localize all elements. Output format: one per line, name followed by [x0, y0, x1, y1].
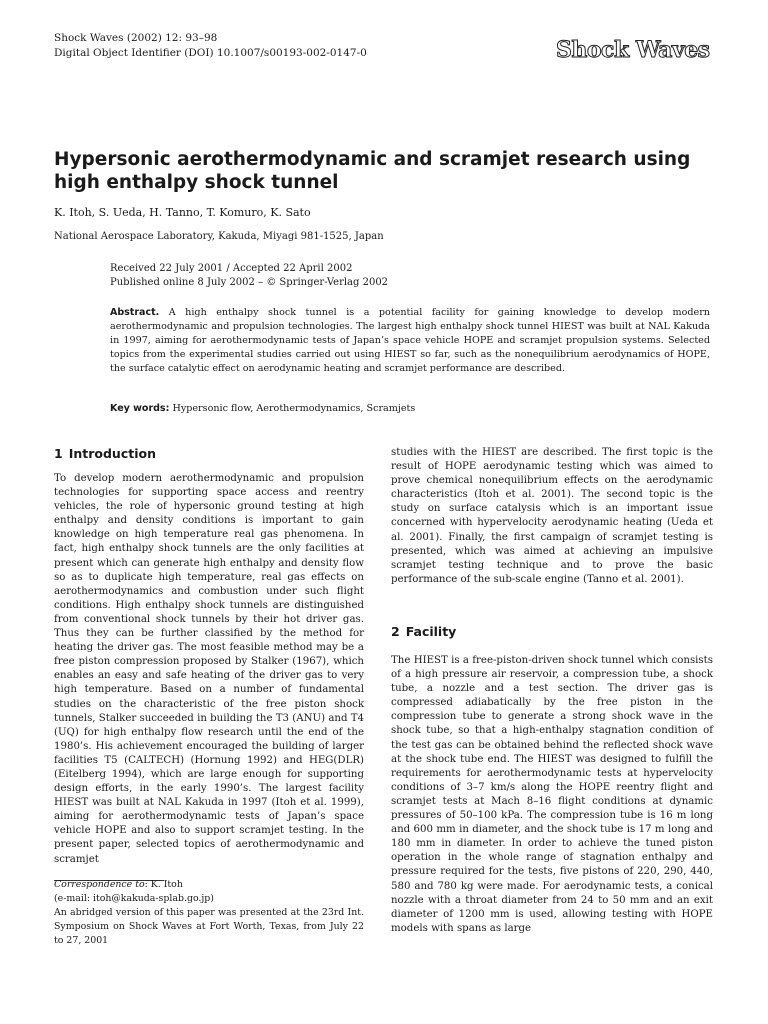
correspondence-label: Correspondence to [54, 879, 145, 890]
authors: K. Itoh, S. Ueda, H. Tanno, T. Komuro, K. Sato [54, 206, 311, 219]
dates [110, 262, 388, 290]
facility-text: The HIEST is a free-piston-driven shock tunnel which consists of a high pressure air reservoir, a compression tube, a shock tube, a nozzle and a test section. The driver gas is compressed adiabatically by the free piston in the compression tube to generate a strong shock wave in the shock tube, so that a high-enthalpy stagnation condition of the test gas can be obtained behind the reflected shock wave at the shock tube end. The HIEST was designed to fulfill the requirements for aerothermodynamic tests at hypervelocity conditions of 3–7 km/s along the HOPE reentry flight and scramjet tests at Mach 8–16 flight conditions at dynamic pressures of 50–100 kPa. The compression tube is 16 m long and 600 mm in diameter, and the shock tube is 17 m long and 180 mm in diameter. In order to achieve the tuned piston operation in the whole range of stagnation enthalpy and pressure required for the tests, five pistons of 220, 290, 440, 580 and 780 kg were made. For aerodynamic tests, a conical nozzle with a throat diameter from 24 to 50 mm and an exit diameter of 1200 mm is used, allowing testing with HOPE models with spans as large [391, 655, 713, 934]
paper-title: Hypersonic aerothermodynamic and scramjet research using high enthalpy shock tunnel [54, 149, 691, 193]
section-number: 2 [391, 624, 400, 639]
keywords-text: Hypersonic flow, Aerothermodynamics, Scramjets [172, 403, 416, 414]
section-title: Introduction [68, 446, 156, 461]
intro-text-right: studies with the HIEST are described. The first topic is the result of HOPE aerodynamic testing which was aimed to prove chemical nonequilibrium effects on the aerodynamic characteristics (Itoh et al. 2001). The second topic is the study on surface catalysis which is an important issue concerned with hypervelocity aerodynamic heating (Ueda et al. 2001). Finally, the first campaign of scramjet testing is presented, which was aimed at achieving an impulsive scramjet testing technique and to prove the basic performance of the sub-scale engine (Tanno et al. 2001). [391, 447, 713, 585]
received-date: Received 22 July 2001 / Accepted 22 April 2002 [110, 263, 353, 274]
section-heading-facility [391, 624, 456, 639]
section-number: 1 [54, 446, 63, 461]
presentation-note: An abridged version of this paper was presented at the 23rd Int. Symposium on Shock Waves at Fort Worth, Texas, from July 22 to 27, 2001 [54, 907, 364, 946]
journal-header [54, 31, 367, 61]
correspondence-line [54, 878, 364, 892]
affiliation: National Aerospace Laboratory, Kakuda, Miyagi 981-1525, Japan [54, 231, 384, 242]
published-date: Published online 8 July 2002 – © Springer-Verlag 2002 [110, 277, 389, 288]
abstract [110, 306, 710, 376]
keywords-label: Key words: [110, 403, 170, 414]
footnote [54, 878, 364, 948]
section-title: Facility [405, 624, 457, 639]
intro-text-left: To develop modern aerothermodynamic and propulsion technologies for supporting space access and reentry vehicles, the role of hypersonic ground testing at high enthalpy and density conditions is important to gain knowledge on high temperature real gas phenomena. In fact, high enthalpy shock tunnels are the only facilities at present which can generate high enthalpy and density flow so as to duplicate high temperature, real gas effects on aerothermodynamics and combustion under such flight conditions. High enthalpy shock tunnels are distinguished from conventional shock tunnels by their hot driver gas. Thus they can be further classified by the method for heating the driver gas. The most feasible method may be a free piston compression proposed by Stalker (1967), which enables an easy and safe heating of the driver gas to very high temperature. Based on a number of fundamental studies on the characteristic of the free piston shock tunnels, Stalker succeeded in building the T3 (ANU) and T4 (UQ) for high enthalpy flow research until the end of the 1980’s. His achievement encouraged the building of larger facilities T5 (CALTECH) (Hornung 1992) and HEG(DLR) (Eitelberg 1994), which are large enough for supporting design efforts, in the early 1990’s. The largest facility HIEST was built at NAL Kakuda in 1997 (Itoh et al. 1999), aiming for aerothermodynamic tests of Japan’s space vehicle HOPE and also to support scramjet testing. In the present paper, selected topics of aerothermodynamic and scramjet [54, 473, 364, 865]
abstract-label: Abstract. [110, 307, 160, 318]
section-heading-introduction [54, 446, 156, 461]
email: (e-mail: itoh@kakuda-splab.go.jp) [54, 893, 214, 904]
journal-logo: Shock Waves [556, 37, 710, 63]
correspondence-name: : K. Itoh [144, 879, 183, 890]
doi: Digital Object Identifier (DOI) 10.1007/s00193-002-0147-0 [54, 47, 367, 59]
keywords [110, 403, 415, 414]
citation: Shock Waves (2002) 12: 93–98 [54, 32, 218, 44]
abstract-text: A high enthalpy shock tunnel is a potential facility for gaining knowledge to develop modern aerothermodynamic and propulsion technologies. The largest high enthalpy shock tunnel HIEST was built at NAL Kakuda in 1997, aiming for aerothermodynamic tests of Japan’s space vehicle HOPE and scramjet propulsion systems. Selected topics from the experimental studies carried out using HIEST so far, such as the nonequilibrium aerodynamics of HOPE, the surface catalytic effect on aerodynamic heating and scramjet performance are described. [110, 307, 710, 374]
